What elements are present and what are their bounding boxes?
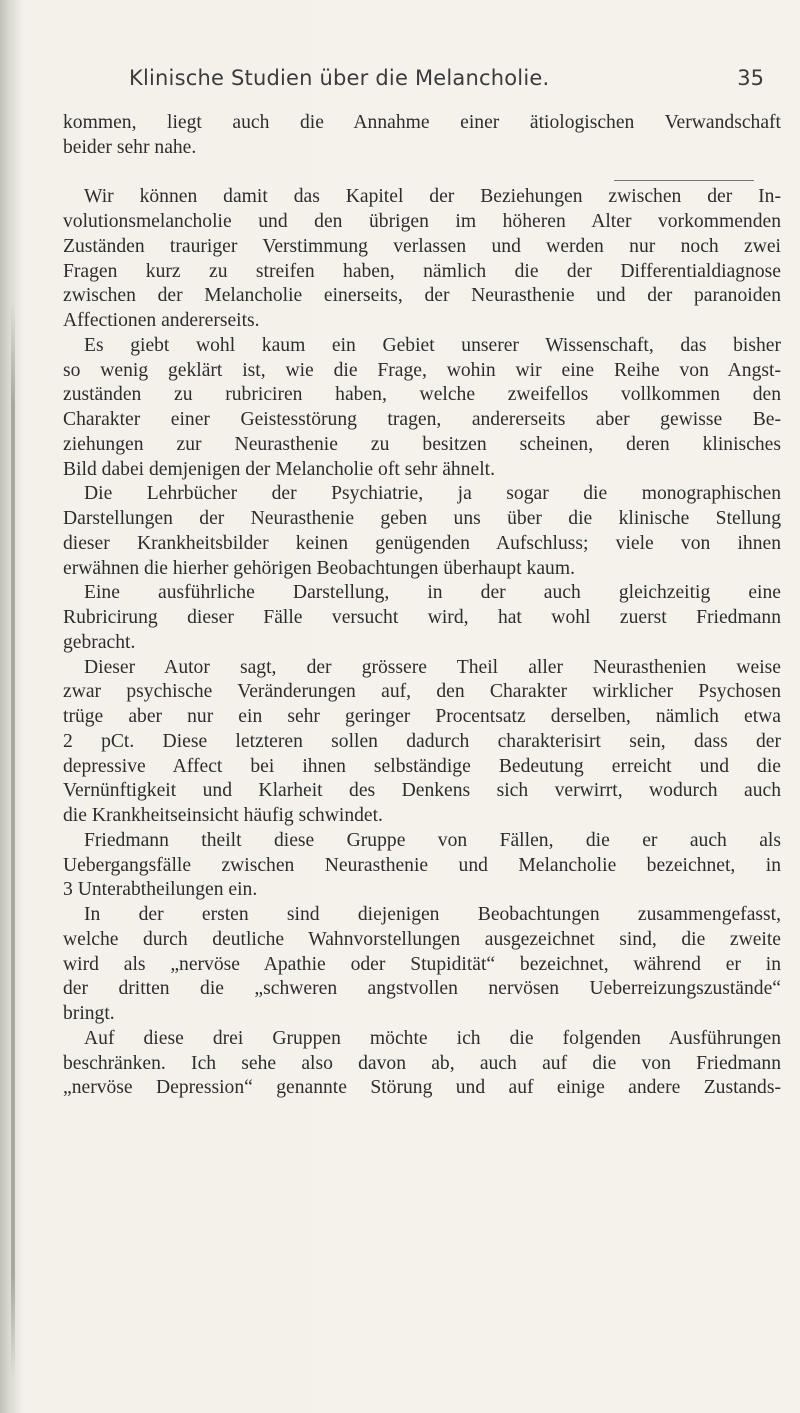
text-line: zwischen der Melancholie einerseits, der Neurasthenie und der paranoiden [63, 285, 781, 307]
text-line: Uebergangsfälle zwischen Neurasthenie und Melancholie bezeichnet, in [63, 854, 781, 876]
text-line: 3 Unterabtheilungen ein. [63, 879, 258, 901]
running-title: Klinische Studien über die Melancholie. [129, 66, 550, 90]
text-line: gebracht. [63, 631, 136, 653]
text-line: beschränken. Ich sehe also davon ab, auch auf die von Friedmann [63, 1052, 781, 1074]
text-line: Wir können damit das Kapitel der Beziehungen zwischen der In- [84, 186, 781, 208]
text-line: der dritten die „schweren angstvollen nervösen Ueberreizungszustände“ [63, 978, 781, 1000]
text-line: trüge aber nur ein sehr geringer Procentsatz derselben, nämlich etwa [63, 706, 781, 727]
text-line: Die Lehrbücher der Psychiatrie, ja sogar die monographischen [84, 483, 781, 505]
running-header [64, 66, 764, 100]
text-line: Fragen kurz zu streifen haben, nämlich die der Differentialdiagnose [63, 260, 781, 282]
text-line: „nervöse Depression“ genannte Störung und auf einige andere Zustands- [63, 1077, 781, 1099]
text-line: so wenig geklärt ist, wie die Frage, wohin wir eine Reihe von Angst- [63, 359, 781, 381]
text-line: welche durch deutliche Wahnvorstellungen ausgezeichnet sind, die zweite [63, 928, 781, 950]
text-line: zwar psychische Veränderungen auf, den Charakter wirklicher Psychosen [63, 681, 781, 703]
binding-edge [11, 300, 15, 1380]
text-line: In der ersten sind diejenigen Beobachtungen zusammengefasst, [84, 904, 781, 925]
text-line: kommen, liegt auch die Annahme einer ätiologischen Verwandschaft [63, 112, 781, 133]
text-line: erwähnen die hierher gehörigen Beobachtungen überhaupt kaum. [63, 557, 575, 579]
body-text [63, 111, 781, 1101]
text-line: Friedmann theilt diese Gruppe von Fällen, die er auch als [84, 829, 781, 851]
text-line: Charakter einer Geistesstörung tragen, andererseits aber gewisse Be- [63, 409, 781, 430]
text-line: Zuständen trauriger Verstimmung verlassen und werden nur noch zwei [63, 235, 781, 257]
text-line: dieser Krankheitsbilder keinen genügenden Aufschluss; viele von ihnen [63, 532, 781, 554]
text-line: Auf diese drei Gruppen möchte ich die folgenden Ausführungen [84, 1027, 781, 1049]
text-line: Eine ausführliche Darstellung, in der auch gleichzeitig eine [84, 582, 781, 604]
text-line: Dieser Autor sagt, der grössere Theil aller Neurasthenien weise [84, 656, 781, 678]
text-line: die Krankheitseinsicht häufig schwindet. [63, 805, 383, 826]
text-line: Rubricirung dieser Fälle versucht wird, hat wohl zuerst Friedmann [63, 607, 781, 628]
text-line: beider sehr nahe. [63, 136, 197, 158]
text-line: Affectionen andererseits. [63, 310, 260, 331]
page-number: 35 [737, 66, 764, 90]
text-line: depressive Affect bei ihnen selbständige Bedeutung erreicht und die [63, 755, 781, 777]
text-line: 2 pCt. Diese letzteren sollen dadurch charakterisirt sein, dass der [63, 730, 781, 752]
text-line: volutionsmelancholie und den übrigen im höheren Alter vorkommenden [63, 211, 781, 232]
text-line: bringt. [63, 1003, 115, 1024]
text-line: Vernünftigkeit und Klarheit des Denkens sich verwirrt, wodurch auch [63, 780, 781, 802]
text-line: wird als „nervöse Apathie oder Stupidität“ bezeichnet, während er in [63, 953, 781, 975]
blank-line [63, 161, 781, 186]
text-line: zuständen zu rubriciren haben, welche zweifellos vollkommen den [63, 384, 781, 406]
text-line: Darstellungen der Neurasthenie geben uns über die klinische Stellung [63, 508, 781, 529]
text-line: ziehungen zur Neurasthenie zu besitzen scheinen, deren klinisches [63, 433, 781, 455]
text-line: Bild dabei demjenigen der Melancholie oft sehr ähnelt. [63, 458, 496, 480]
text-line: Es giebt wohl kaum ein Gebiet unserer Wissenschaft, das bisher [84, 334, 781, 356]
